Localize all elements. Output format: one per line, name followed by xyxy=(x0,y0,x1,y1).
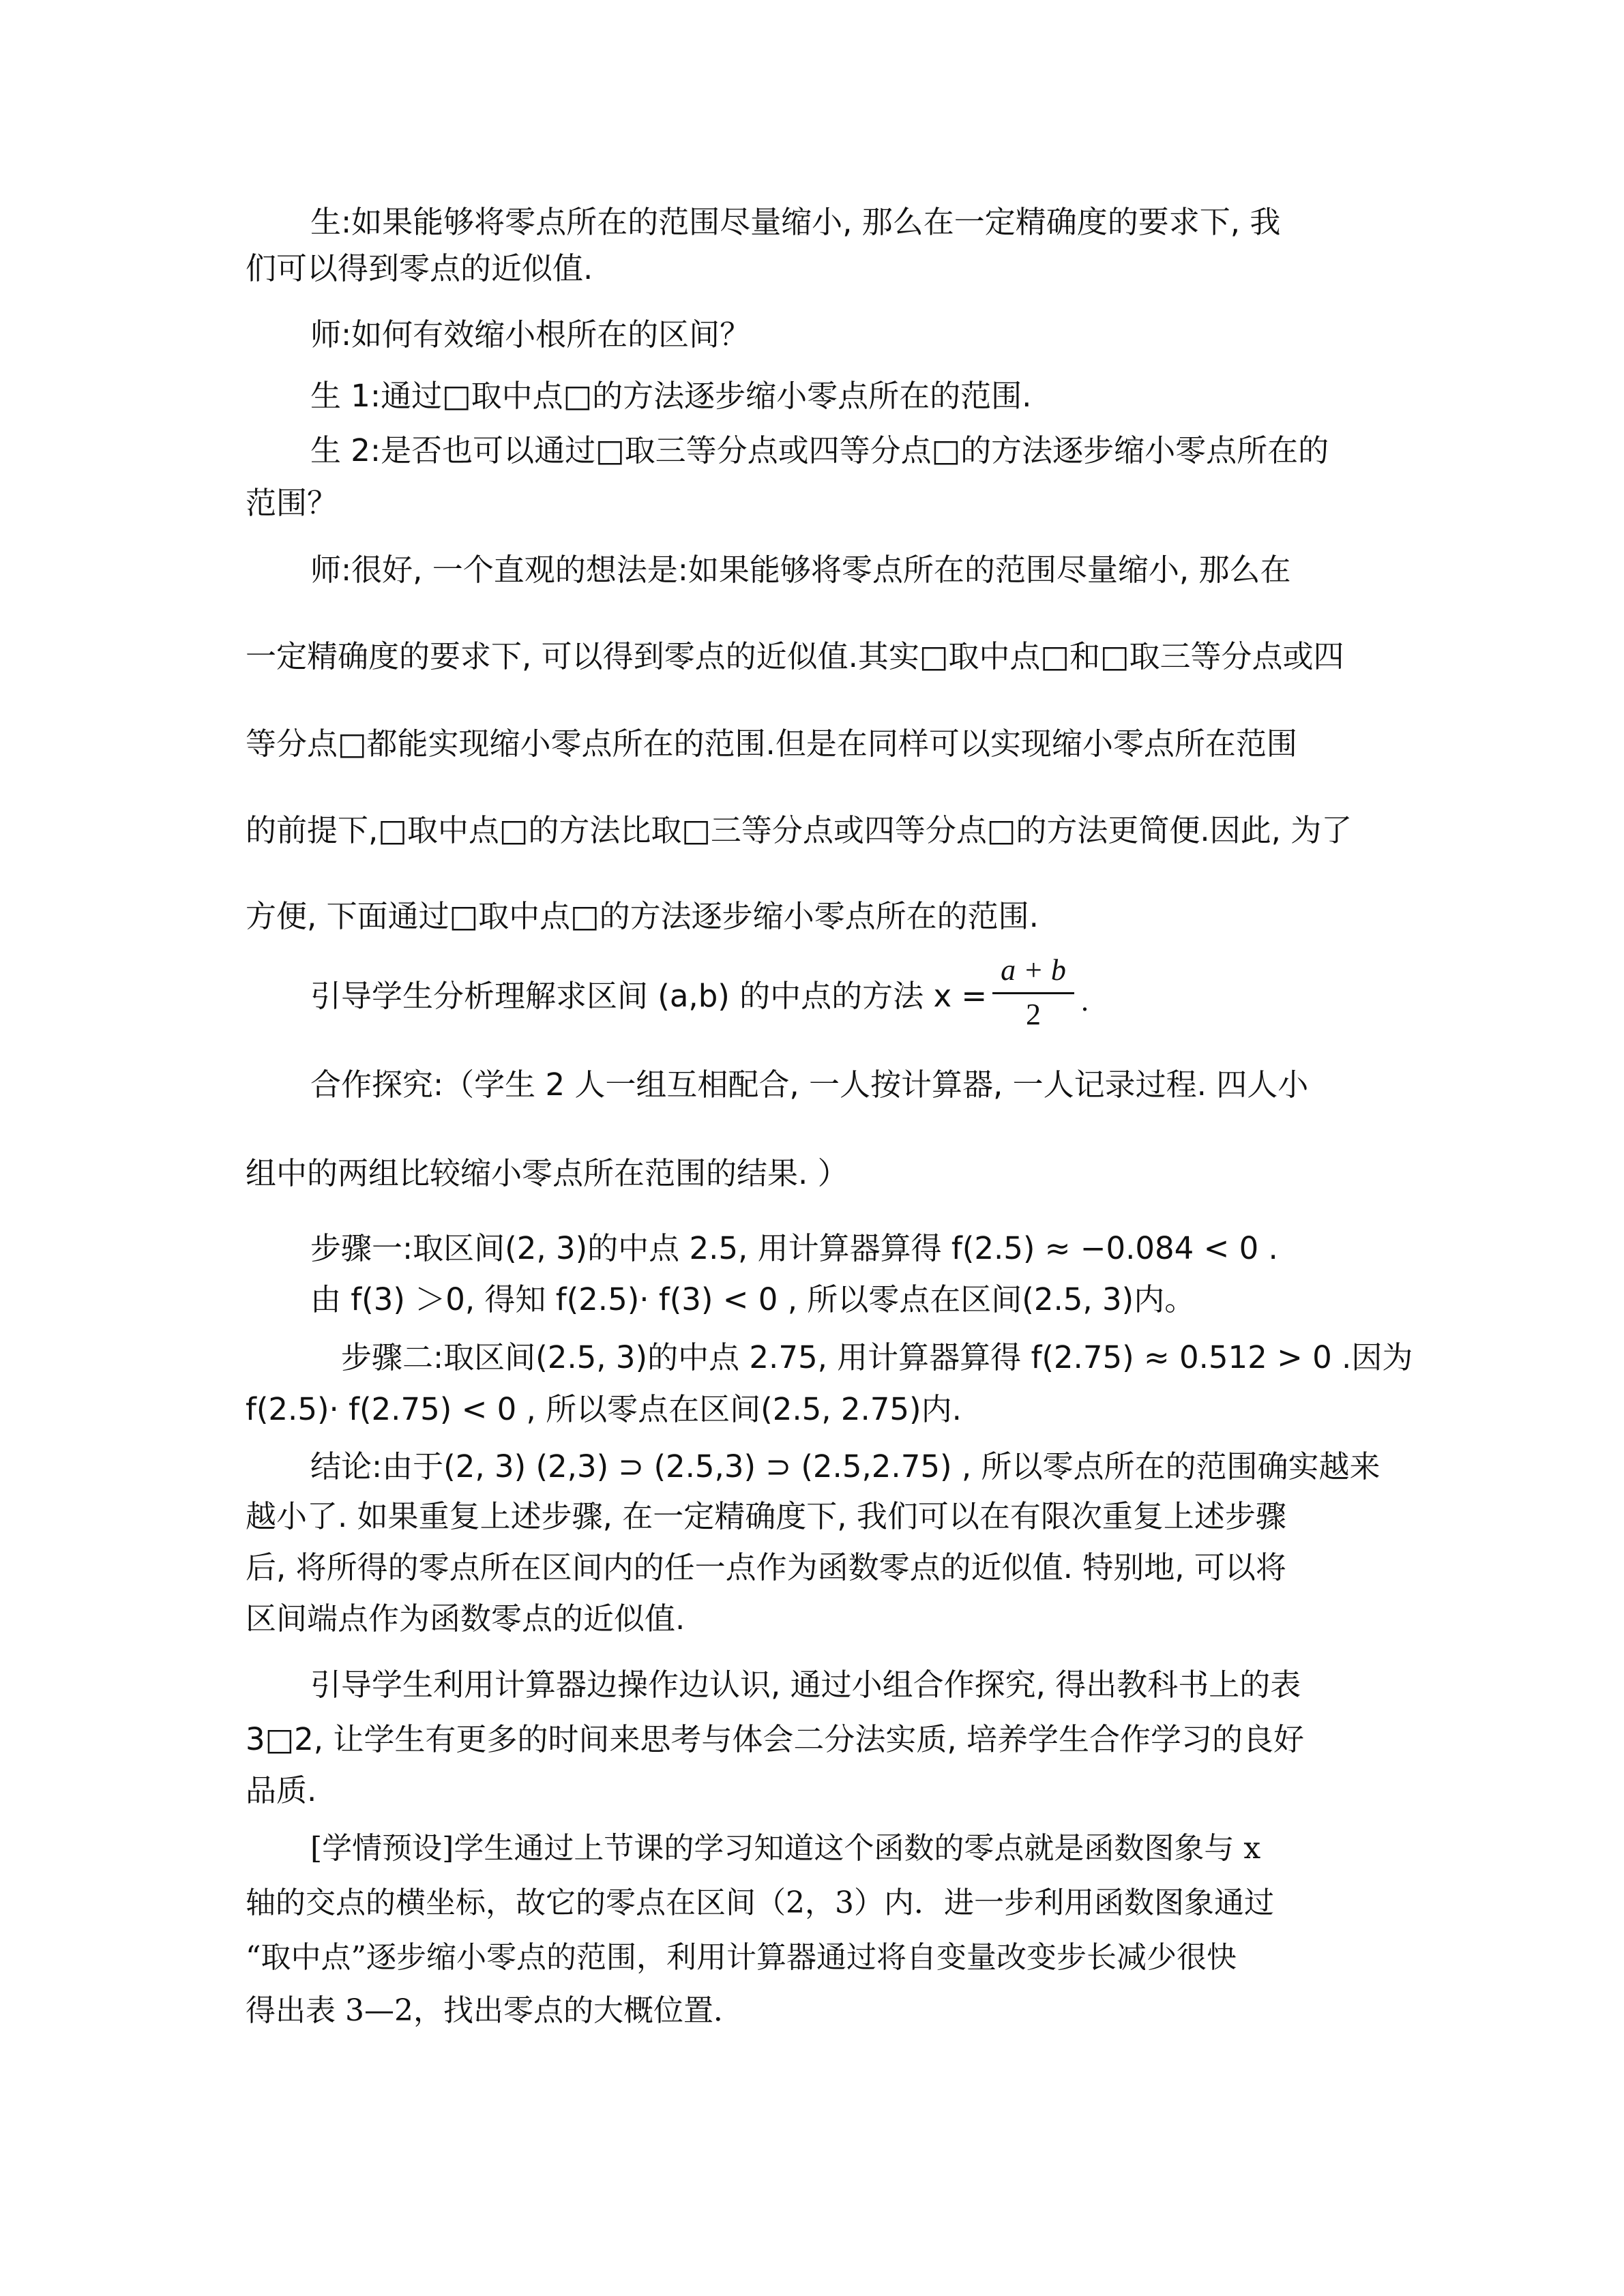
paragraph-line: 师:如何有效缩小根所在的区间？ xyxy=(310,316,751,353)
fraction-denominator: 2 xyxy=(1026,998,1041,1031)
fraction-bar xyxy=(992,992,1074,994)
fraction-numerator: a + b xyxy=(1001,953,1066,987)
paragraph-line: 结论:由于(2, 3) (2,3) ⊃ (2.5,3) ⊃ (2.5,2.75) , 所以零点所在的范围确实越来 xyxy=(310,1448,1381,1485)
paragraph-line: 生:如果能够将零点所在的范围尽量缩小, 那么在一定精确度的要求下, 我 xyxy=(310,204,1281,240)
fraction-period: . xyxy=(1081,984,1089,1017)
paragraph-line: [学情预设]学生通过上节课的学习知道这个函数的零点就是函数图象与 x xyxy=(310,1831,1261,1866)
paragraph-line: 生 2:是否也可以通过□取三等分点或四等分点□的方法逐步缩小零点所在的 xyxy=(310,432,1329,468)
paragraph-line: 的前提下,□取中点□的方法比取□三等分点或四等分点□的方法更简便.因此, 为了 xyxy=(246,812,1353,848)
paragraph-line: 范围？ xyxy=(246,485,338,521)
paragraph-line: 合作探究:（学生 2 人一组互相配合, 一人按计算器, 一人记录过程. 四人小 xyxy=(310,1067,1309,1103)
paragraph-line: f(2.5)· f(2.75) < 0 , 所以零点在区间(2.5, 2.75)内. xyxy=(246,1391,962,1427)
paragraph-line: 后, 将所得的零点所在区间内的任一点作为函数零点的近似值. 特别地, 可以将 xyxy=(246,1549,1286,1585)
paragraph-line: 得出表 3—2，找出零点的大概位置． xyxy=(246,1993,743,2028)
paragraph-line: 引导学生利用计算器边操作边认识, 通过小组合作探究, 得出教科书上的表 xyxy=(310,1667,1301,1703)
paragraph-line: 步骤二:取区间(2.5, 3)的中点 2.75, 用计算器算得 f(2.75) ≈ 0.512 > 0 .因为 xyxy=(341,1339,1413,1375)
paragraph-line: 师:很好, 一个直观的想法是:如果能够将零点所在的范围尽量缩小, 那么在 xyxy=(310,552,1291,588)
paragraph-line: 们可以得到零点的近似值. xyxy=(246,250,593,286)
paragraph-line: 由 f(3) ＞0, 得知 f(2.5)· f(3) < 0 , 所以零点在区间(2.5, 3)内。 xyxy=(310,1281,1196,1317)
paragraph-line: 方便, 下面通过□取中点□的方法逐步缩小零点所在的范围. xyxy=(246,898,1039,934)
paragraph-line: 生 1:通过□取中点□的方法逐步缩小零点所在的范围. xyxy=(310,378,1032,414)
paragraph-line: 组中的两组比较缩小零点所在范围的结果. ） xyxy=(246,1155,848,1191)
paragraph-line: 引导学生分析理解求区间 (a,b) 的中点的方法 x = xyxy=(310,978,988,1014)
paragraph-line: 越小了. 如果重复上述步骤, 在一定精确度下, 我们可以在有限次重复上述步骤 xyxy=(246,1498,1286,1534)
paragraph-line: 等分点□都能实现缩小零点所在的范围.但是在同样可以实现缩小零点所在范围 xyxy=(246,726,1297,762)
paragraph-line: 步骤一:取区间(2, 3)的中点 2.5, 用计算器算得 f(2.5) ≈ −0.084 < 0 . xyxy=(310,1230,1278,1266)
paragraph-line: “取中点”逐步缩小零点的范围，利用计算器通过将自变量改变步长减少很快 xyxy=(246,1940,1237,1975)
paragraph-line: 品质. xyxy=(246,1772,317,1808)
fraction xyxy=(992,951,1074,1034)
paragraph-line: 轴的交点的横坐标，故它的零点在区间（2，3）内．进一步利用函数图象通过 xyxy=(246,1885,1274,1920)
paragraph-line: 区间端点作为函数零点的近似值. xyxy=(246,1600,685,1637)
paragraph-line: 一定精确度的要求下, 可以得到零点的近似值.其实□取中点□和□取三等分点或四 xyxy=(246,638,1344,674)
paragraph-line: 3□2, 让学生有更多的时间来思考与体会二分法实质, 培养学生合作学习的良好 xyxy=(246,1721,1304,1757)
